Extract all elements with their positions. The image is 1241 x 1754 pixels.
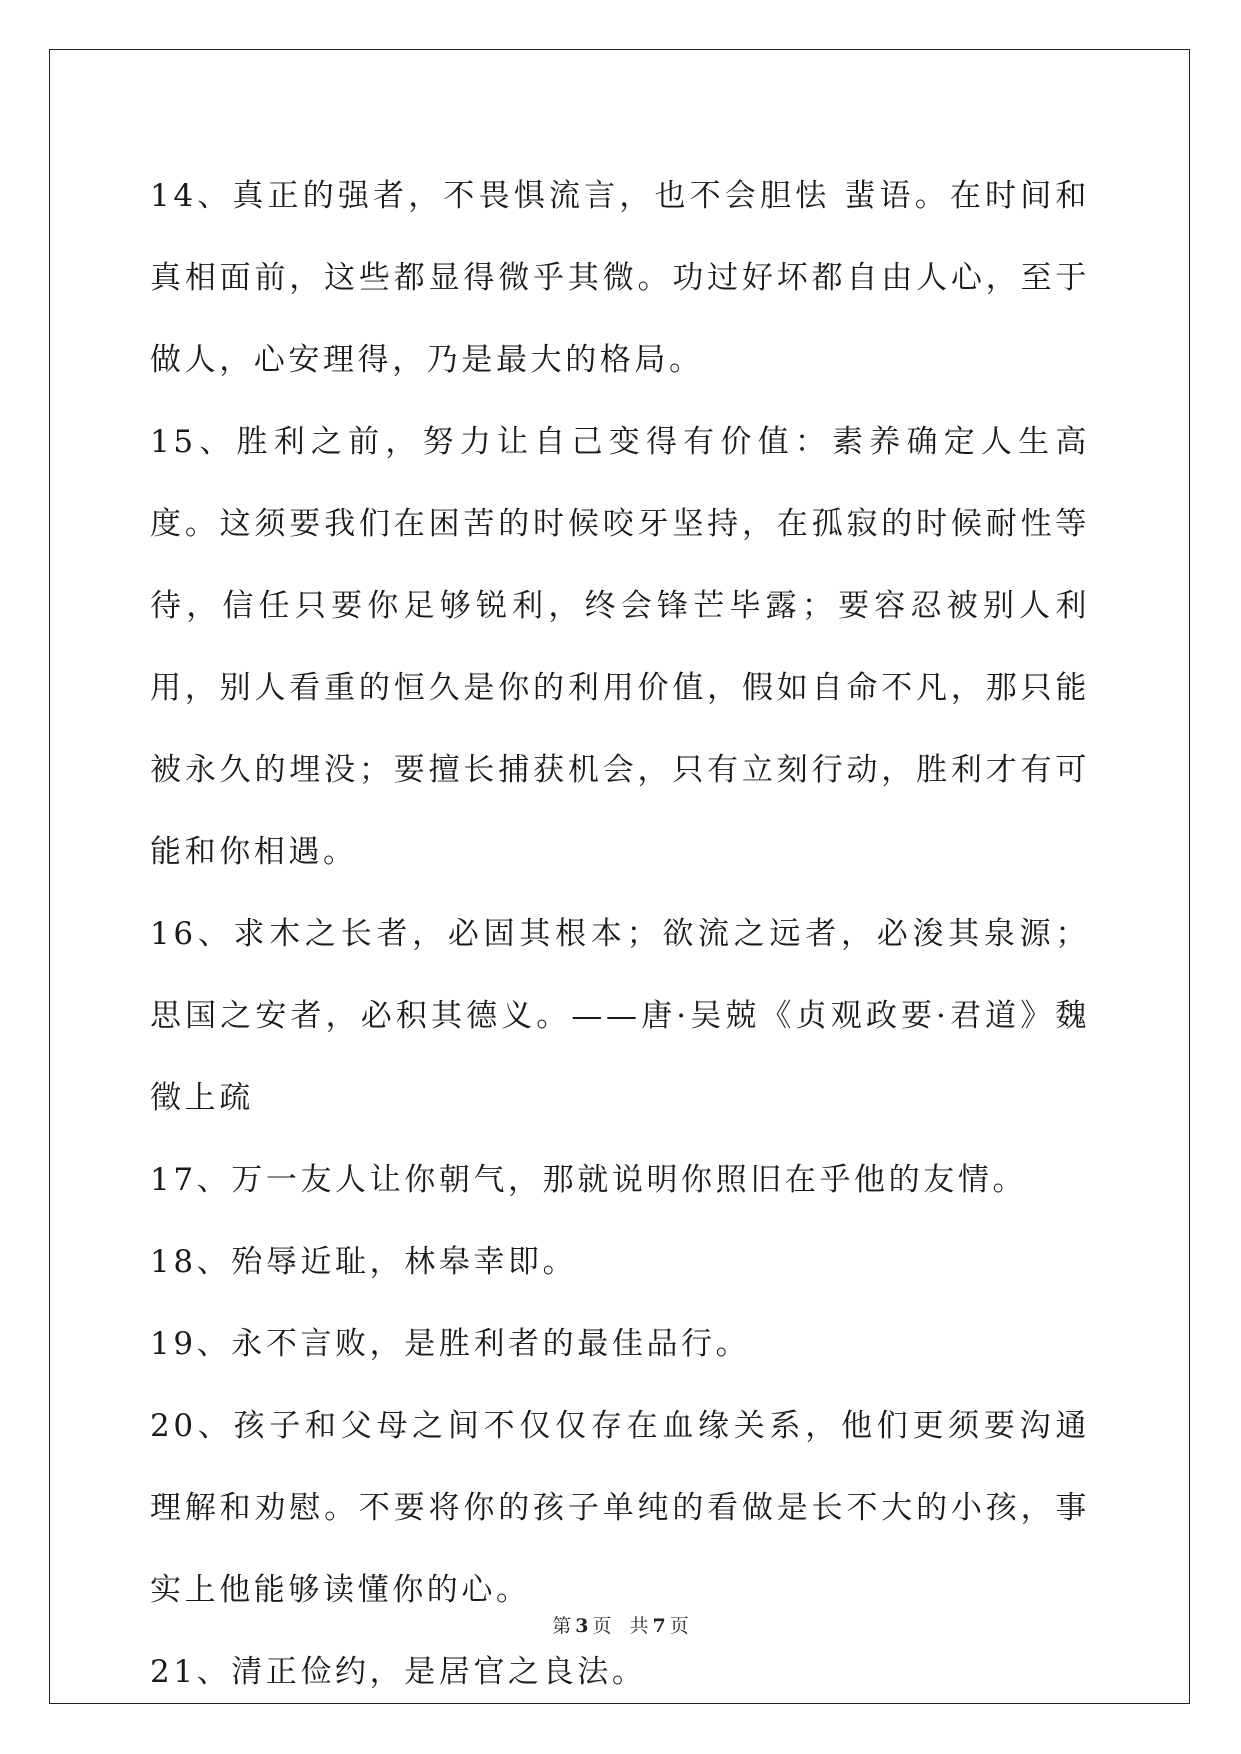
page-suffix: 页 [592,1615,612,1637]
page-prefix: 第 [552,1615,572,1637]
total-prefix: 共 [629,1615,649,1637]
paragraph-15: 15、胜利之前，努力让自己变得有价值：素养确定人生高度。这须要我们在困苦的时候咬牙坚持，在孤寂的时候耐性等待，信任只要你足够锐利，终会锋芒毕露；要容忍被别人利用，别人看重的恒久是你的利用价值，假如自命不凡，那只能被永久的埋没；要擅长捕获机会，只有立刻行动，胜利才有可能和你相遇。 [150,424,1090,870]
paragraph-14: 14、真正的强者，不畏惧流言，也不会胆怯 蜚语。在时间和真相面前，这些都显得微乎其微。功过好坏都自由人心，至于做人，心安理得，乃是最大的格局。 [150,178,1090,378]
total-suffix: 页 [669,1615,689,1637]
paragraph-17: 17、万一友人让你朝气，那就说明你照旧在乎他的友情。 [150,1162,1028,1198]
total-pages-number: 7 [652,1615,666,1637]
paragraph-19: 19、永不言败，是胜利者的最佳品行。 [150,1326,751,1362]
current-page-number: 3 [575,1615,589,1637]
page-footer [0,1614,1241,1638]
paragraph-20: 20、孩子和父母之间不仅仅存在血缘关系，他们更须要沟通理解和劝慰。不要将你的孩子单纯的看做是长不大的小孩，事实上他能够读懂你的心。 [150,1408,1090,1608]
paragraph-21: 21、清正俭约，是居官之良法。 [150,1654,647,1690]
paragraph-18: 18、殆辱近耻，林皋幸即。 [150,1244,578,1280]
paragraph-16: 16、求木之长者，必固其根本；欲流之远者，必浚其泉源；思国之安者，必积其德义。——唐·吴兢《贞观政要·君道》魏徵上疏 [150,916,1090,1116]
document-body [150,155,1090,1713]
